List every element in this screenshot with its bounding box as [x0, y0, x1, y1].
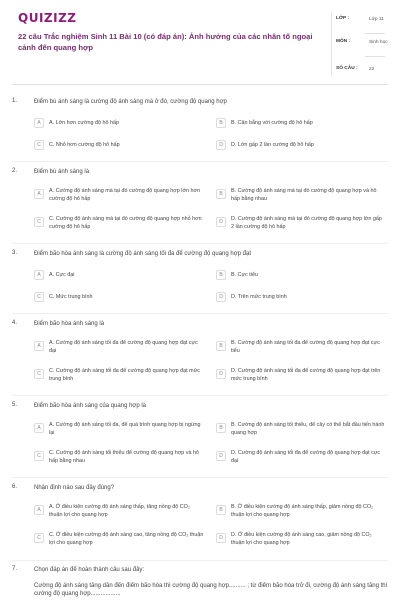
option-letter: C	[34, 451, 44, 461]
option-letter: A	[34, 341, 44, 351]
option-letter: A	[34, 423, 44, 433]
option-letter: B	[216, 118, 226, 128]
option-letter: A	[34, 270, 44, 280]
question-divider	[12, 477, 388, 478]
option-text: C. Cường độ ánh sáng mà tại đó cường độ quang hợp nhỏ hơn cường độ hô hấp	[49, 216, 202, 230]
option-letter: D	[216, 369, 226, 379]
option-letter: A	[34, 505, 44, 515]
option-text: C. Cường độ ánh sáng tối thiểu để cường độ quang hợp và hô hấp bằng nhau	[49, 450, 199, 464]
question-6	[12, 484, 392, 556]
subject-value: Sinh học	[369, 40, 388, 45]
option-letter: B	[216, 341, 226, 351]
option-letter: A	[34, 118, 44, 128]
option-text: B. Cường độ ánh sáng tối thiểu, để cây có thể bắt đầu tiến hành quang hợp	[231, 422, 385, 436]
option-text: C. Nhỏ hơn cường độ hô hấp	[49, 142, 120, 148]
question-1	[12, 98, 392, 158]
question-text: Chọn đáp án để hoàn thành câu sau đây:	[34, 567, 145, 573]
option-letter: C	[34, 292, 44, 302]
option-text: A. Cường độ ánh sáng mà tại đó cường độ quang hợp lớn hơn cường độ hô hấp	[49, 188, 201, 202]
option-text: A. Cường độ ánh sáng tối đa, để quá trình quang hợp bị ngừng lại	[49, 422, 201, 436]
option-text: D. Cường độ ánh sáng mà tại đó cường độ quang hợp lớn gấp 2 lần cường độ hô hấp	[231, 216, 382, 230]
subject-label: MÔN :	[336, 39, 351, 44]
question-2	[12, 168, 392, 238]
option-text: C. Mức trung bình	[49, 294, 93, 300]
question-text: Nhận định nào sau đây đúng?	[34, 485, 115, 491]
option-text: B. Cường độ ánh sáng tối đa để cường độ quang hợp đạt cực tiểu	[231, 340, 380, 354]
option-text: A. Cực đại	[49, 272, 75, 278]
option-text: D. Cường độ ánh sáng tối đa để cường độ quang hợp đạt cực đại	[231, 450, 381, 464]
question-text: Điểm bù ánh sáng là cường độ ánh sáng mà ở đó, cường độ quang hợp	[34, 99, 227, 105]
quizizz-logo[interactable]: QUIZIZZ	[18, 11, 77, 25]
class-value: Lớp 11	[369, 17, 384, 22]
question-text: Điểm bão hòa ánh sáng là	[34, 321, 105, 327]
worksheet-meta	[331, 12, 387, 77]
option-letter: C	[34, 369, 44, 379]
option-text: D. Trên mức trung bình	[231, 294, 287, 300]
option-text: C. Ở điều kiện cường độ ánh sáng cao, tăng nồng độ CO₂ thuận lợi cho quang hợp	[49, 532, 204, 546]
count-value: 22	[369, 67, 375, 72]
option-letter: B	[216, 505, 226, 515]
option-letter: D	[216, 217, 226, 227]
option-text: B. Cực tiểu	[231, 272, 258, 278]
option-letter: C	[34, 217, 44, 227]
option-text: A. Cường độ ánh sáng tối đa để cường độ quang hợp đạt cực đại	[49, 340, 198, 354]
question-divider	[12, 313, 388, 314]
option-letter: D	[216, 292, 226, 302]
option-letter: D	[216, 533, 226, 543]
meta-divider	[365, 56, 385, 57]
question-divider	[12, 161, 388, 162]
option-text: D. Lớn gấp 2 lần cường độ hô hấp	[231, 142, 314, 148]
option-letter: A	[34, 189, 44, 199]
option-letter: D	[216, 140, 226, 150]
question-number: 7.	[12, 566, 18, 572]
option-letter: C	[34, 533, 44, 543]
option-letter: D	[216, 451, 226, 461]
option-letter: B	[216, 189, 226, 199]
option-text: C. Cường độ ánh sáng tối đa để cường độ quang hợp đạt mức trung bình	[49, 368, 200, 382]
option-letter: C	[34, 140, 44, 150]
option-text: B. Cân bằng với cường độ hô hấp	[231, 120, 313, 126]
question-4	[12, 320, 392, 390]
question-text: Điểm bão hòa ánh sáng của quang hợp là	[34, 403, 147, 409]
option-text: B. Cường độ ánh sáng mà tại đó cường độ quang hợp và hô hấp bằng nhau	[231, 188, 377, 202]
question-divider	[12, 560, 388, 561]
question-number: 1.	[12, 98, 18, 104]
meta-divider	[365, 33, 385, 34]
option-letter: B	[216, 423, 226, 433]
question-3	[12, 250, 392, 308]
question-text: Điểm bù ánh sáng là	[34, 169, 90, 175]
question-number: 3.	[12, 250, 18, 256]
question-7-body: Cường độ ánh sáng tăng dần đến điểm bão hòa thì cường độ quang hợp.......... ; từ điểm bão hòa trở đi, cường độ ánh sáng tăng thì cường độ quang hợp..................	[34, 583, 388, 597]
worksheet-title: 22 câu Trắc nghiệm Sinh 11 Bài 10 (có đáp án): Ảnh hưởng của các nhân tố ngoại cảnh đến quang hợp	[18, 32, 313, 52]
question-text: Điểm bão hòa ánh sáng là cường độ ánh sáng tối đa để cường độ quang hợp đạt	[34, 251, 251, 257]
count-label: SỐ CÂU :	[336, 66, 358, 71]
option-letter: B	[216, 270, 226, 280]
question-number: 2.	[12, 168, 18, 174]
question-number: 5.	[12, 402, 18, 408]
option-text: A. Lớn hơn cường độ hô hấp	[49, 120, 119, 126]
header-divider	[12, 84, 388, 85]
option-text: D. Ở điều kiện cường độ ánh sáng cao, giảm nồng độ CO₂ thuận lợi cho quang hợp	[231, 532, 372, 546]
question-divider	[12, 243, 388, 244]
question-number: 4.	[12, 320, 18, 326]
question-5	[12, 402, 392, 472]
option-text: B. Ở điều kiện cường độ ánh sáng thấp, giảm nồng độ CO₂ thuận lợi cho quang hợp	[231, 504, 374, 518]
option-text: A. Ở điều kiện cường độ ánh sáng thấp, tăng nồng độ CO₂ thuận lợi cho quang hợp	[49, 504, 190, 518]
question-number: 6.	[12, 484, 18, 490]
worksheet-header	[0, 0, 400, 84]
option-text: D. Cường độ ánh sáng tối đa để cường độ quang hợp đạt trên mức trung bình	[231, 368, 381, 382]
class-label: LỚP :	[336, 16, 350, 21]
question-divider	[12, 395, 388, 396]
